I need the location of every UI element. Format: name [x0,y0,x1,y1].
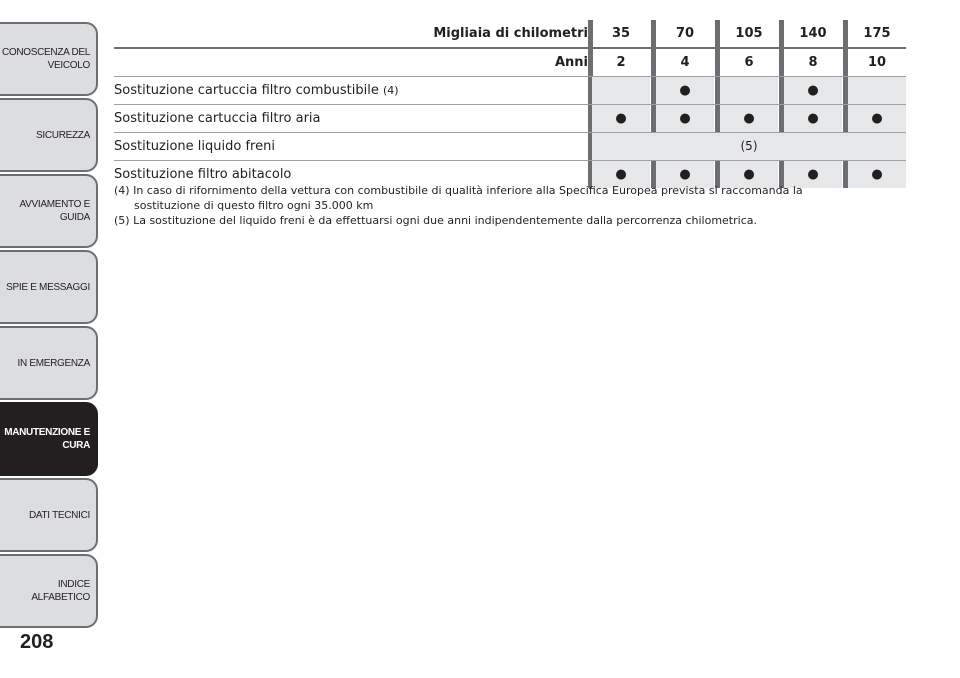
tab-conoscenza-del-veicolo[interactable] [0,22,98,96]
tab-in-emergenza[interactable] [0,326,98,400]
table-cell: ● [784,77,842,104]
table-cell [848,77,906,104]
tab-label: SICUREZZA [36,129,90,141]
table-cell: ● [720,105,778,132]
tab-indice-alfabetico[interactable] [0,554,98,628]
tab-manutenzione-e-cura[interactable] [0,402,98,476]
year-cell: 8 [808,55,818,70]
tab-dati-tecnici[interactable] [0,478,98,552]
table-cell: ● [848,161,906,188]
header-row-km [114,20,906,49]
km-cell: 70 [675,26,695,41]
table-cell: ● [720,161,778,188]
footnote-line: (5) La sostituzione del liquido freni è da effettuarsi ogni due anni indipendentemente dalla percorrenza chilometrica. [114,214,757,227]
table-cell [720,77,778,104]
table-cell [592,77,650,104]
tab-label: AVVIAMENTO E GUIDA [19,199,90,223]
header-row-years [114,49,906,77]
tab-label: MANUTENZIONE E CURA [4,427,90,451]
year-cell: 10 [867,55,887,70]
year-cell: 2 [616,55,626,70]
tab-avviamento-e-guida[interactable] [0,174,98,248]
table-cell: ● [784,105,842,132]
km-cell: 35 [611,26,631,41]
page-number: 208 [20,631,54,653]
table-cell: ● [592,161,650,188]
table-cell: ● [656,161,714,188]
km-cell: 105 [735,26,763,41]
tab-spie-e-messaggi[interactable] [0,250,98,324]
year-cell: 6 [744,55,754,70]
tab-label: INDICE ALFABETICO [31,579,90,603]
year-cell: 4 [680,55,690,70]
header-years-label: Anni [554,55,588,70]
tab-label: IN EMERGENZA [17,357,90,369]
tab-label: DATI TECNICI [28,509,90,521]
row-label-text: Sostituzione cartuccia filtro combustibile [114,83,379,98]
footnote [114,183,904,213]
tab-sicurezza[interactable] [0,98,98,172]
table-row [114,77,906,105]
tab-label: CONOSCENZA DEL VEICOLO [1,47,90,71]
tab-label: SPIE E MESSAGGI [6,281,90,293]
merged-cell: (5) [592,133,906,160]
table-cell: ● [784,161,842,188]
table-cell: ● [656,105,714,132]
row-label: Sostituzione filtro abitacolo [114,167,292,182]
footnote-line: (4) In caso di rifornimento della vettura con combustibile di qualità inferiore alla Specifica Europea prevista si raccomanda la [114,184,803,197]
table-cell: ● [592,105,650,132]
note-ref: (4) [382,84,399,97]
row-label [114,77,588,104]
footnote [114,213,904,228]
maintenance-table [114,20,906,188]
table-cell: ● [848,105,906,132]
km-cell: 140 [799,26,827,41]
row-label: Sostituzione liquido freni [114,139,275,154]
km-cell: 175 [863,26,891,41]
table-row [114,105,906,133]
footnote-line: sostituzione di questo filtro ogni 35.000 km [134,199,374,212]
row-label: Sostituzione cartuccia filtro aria [114,111,321,126]
footnotes [114,183,904,228]
table-cell: ● [656,77,714,104]
header-km-label: Migliaia di chilometri [433,26,588,41]
table-row [114,133,906,161]
